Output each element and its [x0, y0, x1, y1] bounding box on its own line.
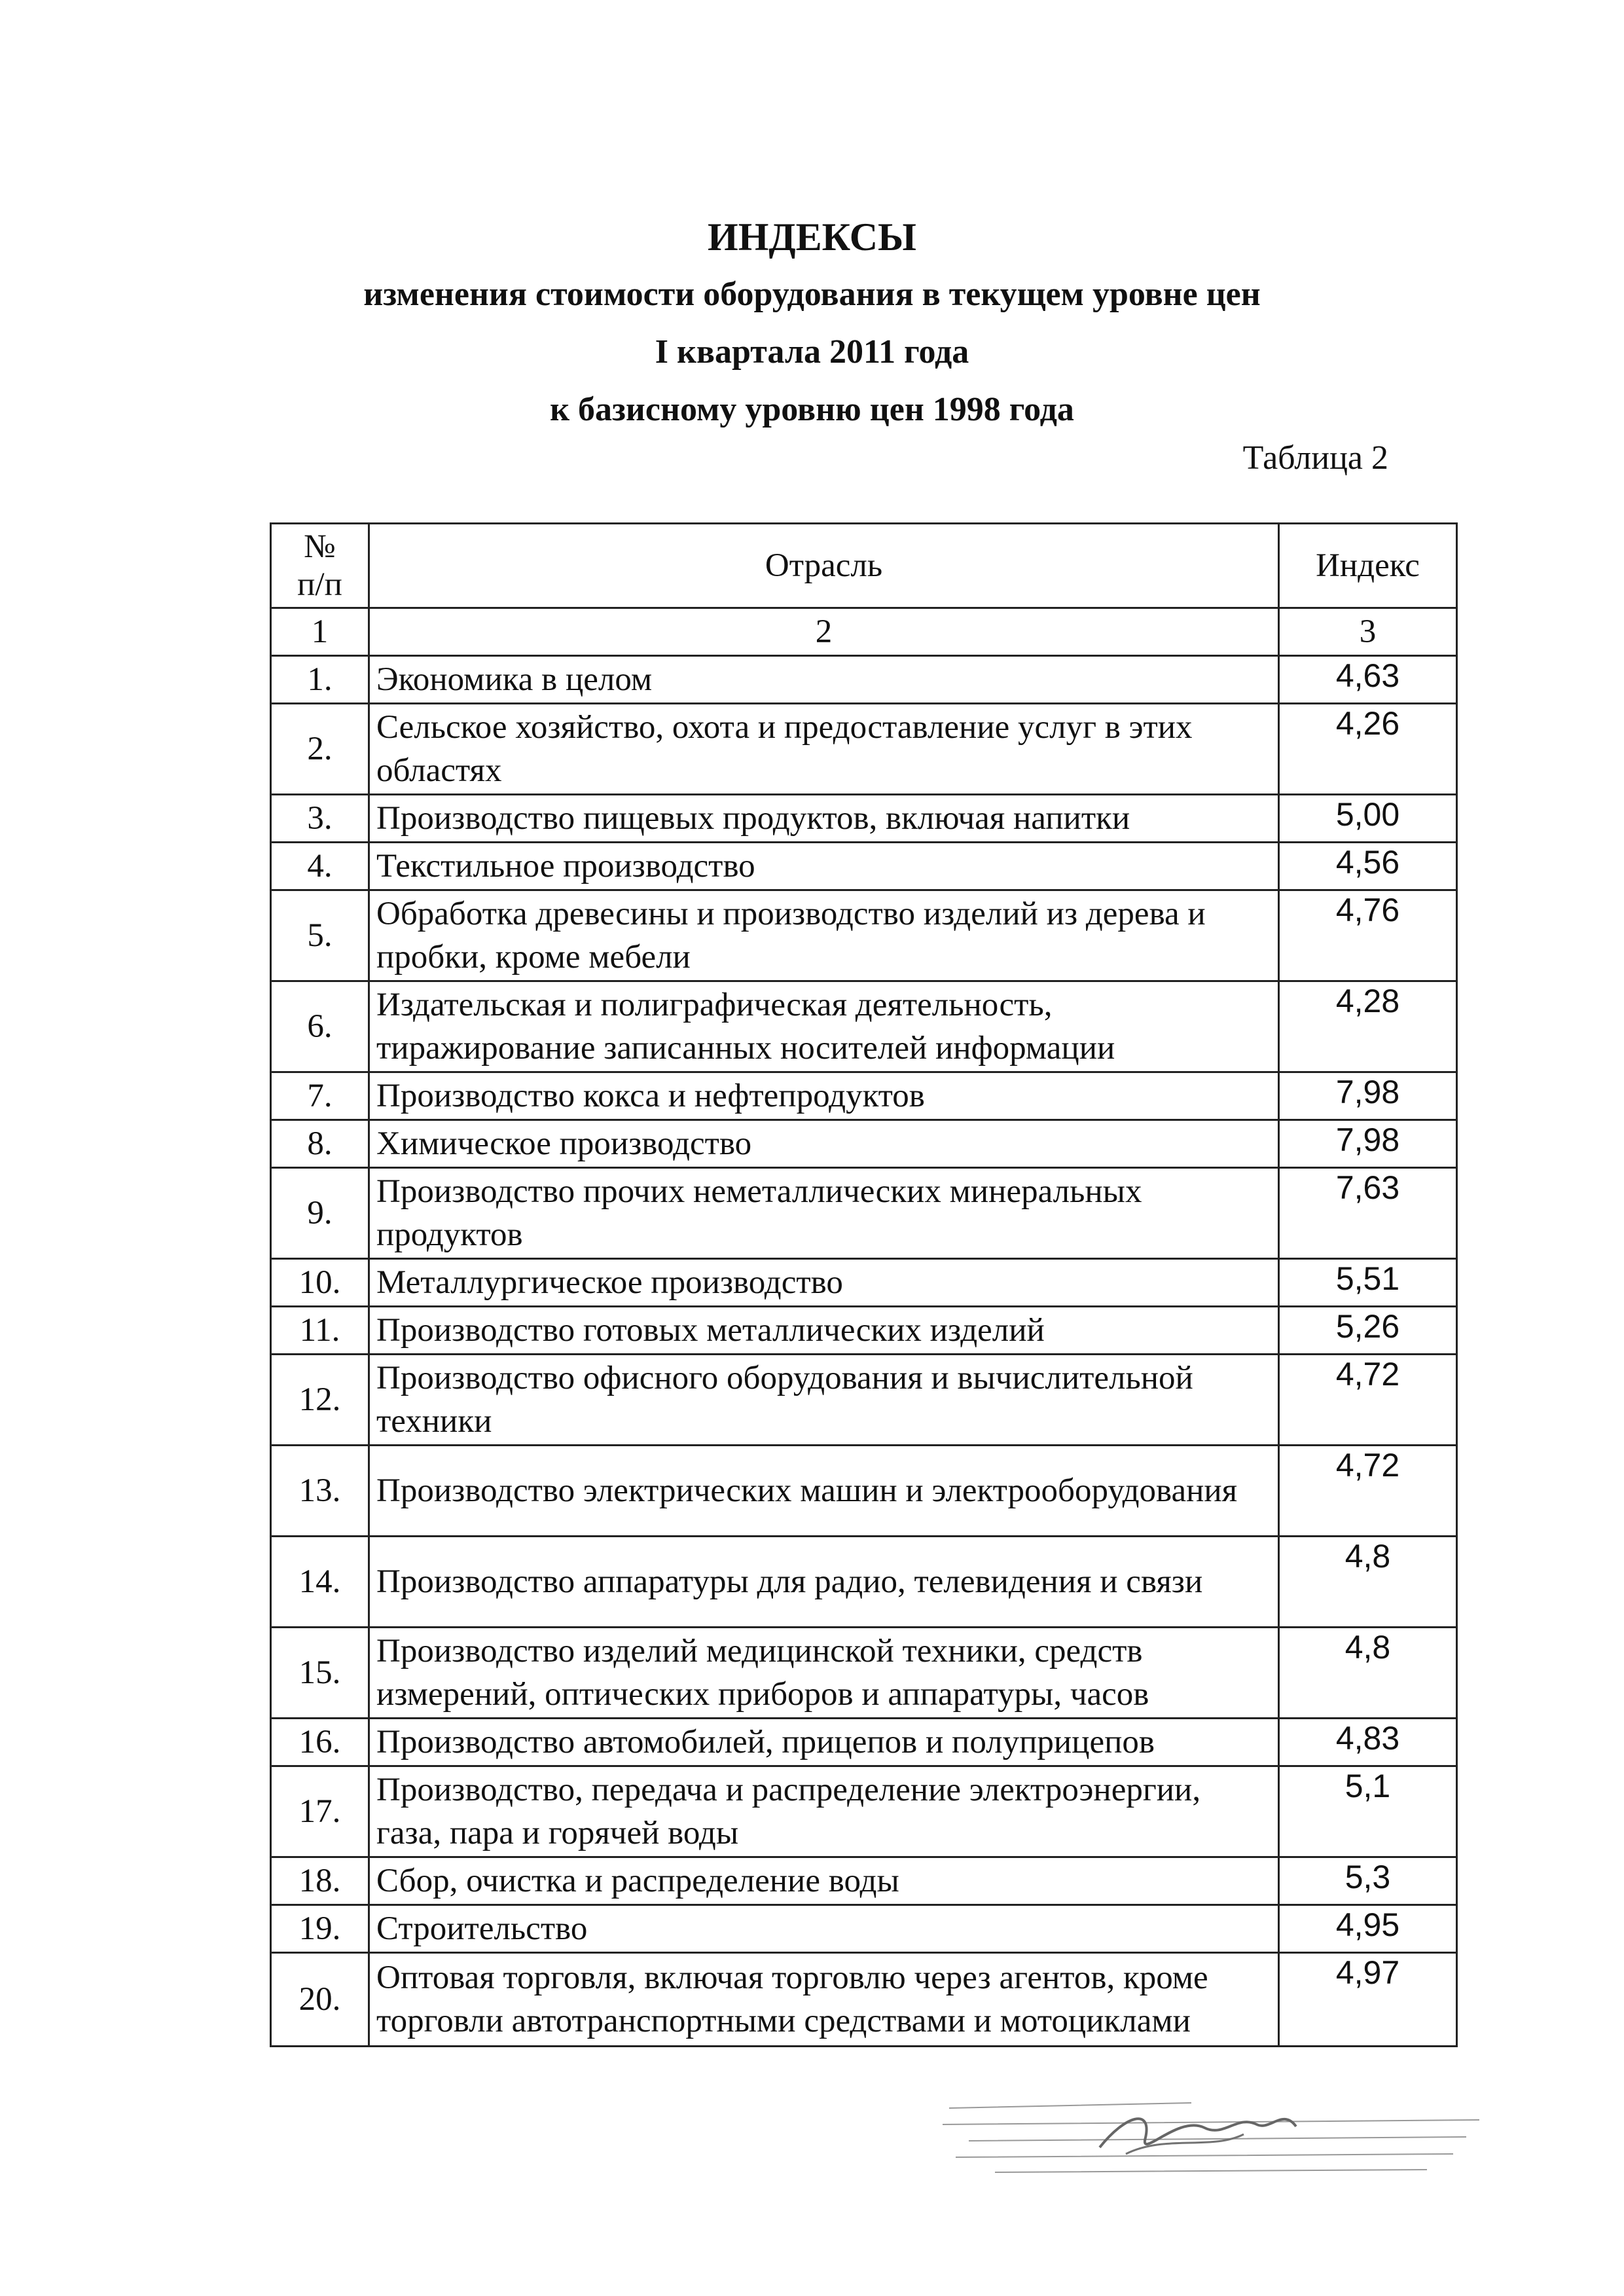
column-number-2: 2	[369, 608, 1279, 656]
row-number: 7.	[271, 1072, 369, 1120]
row-index-value: 7,98	[1279, 1072, 1457, 1120]
table-row	[271, 1628, 1457, 1719]
row-number: 1.	[271, 656, 369, 704]
row-sector: Издательская и полиграфическая деятельность, тиражирование записанных носителей информации	[369, 981, 1279, 1072]
table-row	[271, 1259, 1457, 1307]
row-sector: Производство изделий медицинской техники, средств измерений, оптических приборов и аппаратуры, часов	[369, 1628, 1279, 1719]
table-caption: Таблица 2	[1242, 439, 1388, 477]
row-number: 18.	[271, 1857, 369, 1905]
table-row	[271, 1905, 1457, 1953]
row-number: 9.	[271, 1168, 369, 1259]
row-sector: Сельское хозяйство, охота и предоставление услуг в этих областях	[369, 704, 1279, 795]
table-row	[271, 890, 1457, 981]
row-sector: Экономика в целом	[369, 656, 1279, 704]
row-number: 14.	[271, 1537, 369, 1628]
row-sector: Производство, передача и распределение электроэнергии, газа, пара и горячей воды	[369, 1766, 1279, 1857]
heading-line-4: к базисному уровню цен 1998 года	[550, 391, 1074, 428]
row-number: 5.	[271, 890, 369, 981]
row-number: 2.	[271, 704, 369, 795]
document-heading	[0, 208, 1624, 439]
row-number: 3.	[271, 795, 369, 843]
table-row	[271, 1719, 1457, 1766]
table-row	[271, 981, 1457, 1072]
row-index-value: 4,95	[1279, 1905, 1457, 1953]
index-table	[270, 522, 1458, 2047]
table-row	[271, 1537, 1457, 1628]
heading-line-2: изменения стоимости оборудования в текущем уровне цен	[363, 276, 1261, 313]
row-index-value: 4,28	[1279, 981, 1457, 1072]
row-number: 6.	[271, 981, 369, 1072]
row-sector: Производство пищевых продуктов, включая напитки	[369, 795, 1279, 843]
row-number: 15.	[271, 1628, 369, 1719]
table-header-row	[271, 524, 1457, 608]
row-sector: Производство готовых металлических изделий	[369, 1307, 1279, 1355]
row-index-value: 4,8	[1279, 1537, 1457, 1628]
table-row	[271, 704, 1457, 795]
table-row	[271, 1766, 1457, 1857]
table-row	[271, 1168, 1457, 1259]
table-row	[271, 1072, 1457, 1120]
table-row	[271, 795, 1457, 843]
column-number-3: 3	[1279, 608, 1457, 656]
row-index-value: 4,26	[1279, 704, 1457, 795]
row-number: 10.	[271, 1259, 369, 1307]
row-number: 20.	[271, 1953, 369, 2047]
column-number-1: 1	[271, 608, 369, 656]
row-number: 13.	[271, 1446, 369, 1537]
row-sector: Производство прочих неметаллических минеральных продуктов	[369, 1168, 1279, 1259]
row-index-value: 4,72	[1279, 1355, 1457, 1446]
row-sector: Сбор, очистка и распределение воды	[369, 1857, 1279, 1905]
row-index-value: 5,26	[1279, 1307, 1457, 1355]
row-index-value: 4,63	[1279, 656, 1457, 704]
row-index-value: 7,98	[1279, 1120, 1457, 1168]
row-sector: Текстильное производство	[369, 843, 1279, 890]
row-index-value: 4,97	[1279, 1953, 1457, 2047]
row-index-value: 4,83	[1279, 1719, 1457, 1766]
row-sector: Производство офисного оборудования и вычислительной техники	[369, 1355, 1279, 1446]
row-index-value: 4,56	[1279, 843, 1457, 890]
row-index-value: 7,63	[1279, 1168, 1457, 1259]
row-sector: Производство электрических машин и электрооборудования	[369, 1446, 1279, 1537]
row-sector: Производство автомобилей, прицепов и полуприцепов	[369, 1719, 1279, 1766]
table-row	[271, 1953, 1457, 2047]
column-number-row	[271, 608, 1457, 656]
row-number: 8.	[271, 1120, 369, 1168]
row-index-value: 4,76	[1279, 890, 1457, 981]
table-row	[271, 1857, 1457, 1905]
row-number: 17.	[271, 1766, 369, 1857]
row-sector: Оптовая торговля, включая торговлю через агентов, кроме торговли автотранспортными средствами и мотоциклами	[369, 1953, 1279, 2047]
row-index-value: 5,1	[1279, 1766, 1457, 1857]
header-index: Индекс	[1279, 524, 1457, 608]
row-number: 4.	[271, 843, 369, 890]
table-row	[271, 656, 1457, 704]
signature-stamp-icon	[929, 2088, 1492, 2187]
row-number: 16.	[271, 1719, 369, 1766]
row-sector: Обработка древесины и производство изделий из дерева и пробки, кроме мебели	[369, 890, 1279, 981]
header-number-abbrev: п/п	[297, 566, 342, 603]
heading-line-3: I квартала 2011 года	[655, 333, 969, 371]
table-row	[271, 1355, 1457, 1446]
header-number-symbol: №	[304, 528, 336, 565]
row-sector: Металлургическое производство	[369, 1259, 1279, 1307]
row-index-value: 5,51	[1279, 1259, 1457, 1307]
row-number: 12.	[271, 1355, 369, 1446]
heading-title: ИНДЕКСЫ	[708, 215, 916, 259]
row-index-value: 5,3	[1279, 1857, 1457, 1905]
row-index-value: 4,8	[1279, 1628, 1457, 1719]
row-number: 19.	[271, 1905, 369, 1953]
table-row	[271, 1446, 1457, 1537]
table-row	[271, 1307, 1457, 1355]
header-number	[271, 524, 369, 608]
table-row	[271, 843, 1457, 890]
row-sector: Строительство	[369, 1905, 1279, 1953]
row-sector: Химическое производство	[369, 1120, 1279, 1168]
row-index-value: 4,72	[1279, 1446, 1457, 1537]
header-sector: Отрасль	[369, 524, 1279, 608]
table-row	[271, 1120, 1457, 1168]
row-sector: Производство кокса и нефтепродуктов	[369, 1072, 1279, 1120]
row-index-value: 5,00	[1279, 795, 1457, 843]
row-number: 11.	[271, 1307, 369, 1355]
row-sector: Производство аппаратуры для радио, телевидения и связи	[369, 1537, 1279, 1628]
